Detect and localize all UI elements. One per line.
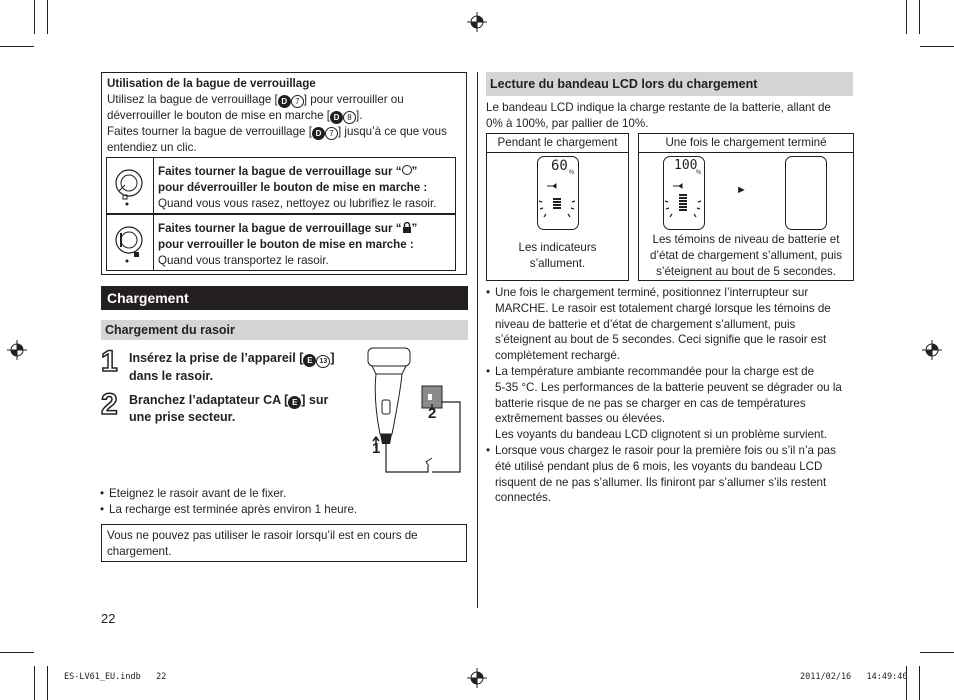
crop-mark xyxy=(920,652,954,653)
bullet-line: s’éteignent au bout de 5 secondes. Ceci signifie que le rasoir est xyxy=(495,333,827,347)
unlock-subbox xyxy=(106,157,456,214)
bullet-line: niveau de batterie et d’état de chargement s’allument, puis xyxy=(495,317,796,331)
panel-heading-rule xyxy=(487,152,628,153)
bullet-line: MARCHE. Le rasoir est totalement chargé lorsque les témoins de xyxy=(495,301,831,315)
bullet-line: Les voyants du bandeau LCD clignotent si un problème survient. xyxy=(495,428,827,442)
bullet-line: batterie risque de ne pas se charger en cas de températures xyxy=(495,396,806,410)
step-1-text xyxy=(129,350,359,385)
registration-mark-icon xyxy=(467,12,487,32)
lock-ring-line: déverrouiller le bouton de mise en marche [ D 8 ]. xyxy=(107,108,363,122)
bullet-item xyxy=(486,443,856,506)
bullet-item: • Eteignez le rasoir avant de le fixer. xyxy=(100,486,466,502)
section-title-lcd: Lecture du bandeau LCD lors du chargement xyxy=(486,72,853,96)
panel-heading: Pendant le chargement xyxy=(497,136,618,149)
ref-circle-7: 7 xyxy=(291,95,304,108)
bullet-line: • La température ambiante recommandée pour la charge est de xyxy=(495,364,815,378)
panel-heading-rule xyxy=(639,152,853,153)
lock-ring-text xyxy=(107,76,463,156)
lcd-intro-line: Le bandeau LCD indique la charge restante de la batterie, allant de xyxy=(486,101,831,114)
lock-subbox xyxy=(106,214,456,271)
step-number-2: 2 xyxy=(101,388,118,421)
lcd-indicators-icon xyxy=(537,156,577,228)
bullet-line: • Une fois le chargement terminé, positionnez l’interrupteur sur xyxy=(495,286,809,299)
bullet-item: • La recharge est terminée après environ 1 heure. xyxy=(100,502,466,518)
ref-badge-d: D xyxy=(312,127,325,140)
lock-ring-line: Utilisez la bague de verrouillage [ D 7 ] pour verrouiller ou xyxy=(107,92,404,106)
panel-caption xyxy=(639,232,853,279)
panel-charge-complete xyxy=(638,133,854,281)
lock-desc: Quand vous transportez le rasoir. xyxy=(158,253,329,267)
bullet-item xyxy=(486,364,856,443)
unlock-image-cell xyxy=(107,158,154,213)
bullet-line: 5-35 °C. Les performances de la batterie peuvent se dégrader ou la xyxy=(495,380,842,394)
lock-image-cell xyxy=(107,215,154,270)
lcd-intro-line: 0% à 100%, par pallier de 10%. xyxy=(486,116,649,130)
panel-caption-line: s’éteignent au bout de 5 secondes. xyxy=(656,264,836,278)
registration-mark-icon xyxy=(922,340,942,360)
crop-mark xyxy=(906,0,907,34)
note-box xyxy=(101,524,467,562)
lcd-value: 60 xyxy=(551,158,568,174)
bullet-line: été utilisé pendant plus de 6 mois, les voyants du bandeau LCD xyxy=(495,459,823,473)
lcd-display-off xyxy=(785,156,827,230)
lock-ring-line: Faites tourner la bague de verrouillage [ D 7 ] jusqu’à ce que vous xyxy=(107,124,447,138)
step-2-text xyxy=(129,392,359,426)
panel-during-charge xyxy=(486,133,629,281)
crop-mark xyxy=(919,0,920,34)
lock-ring-line: entendiez un clic. xyxy=(107,140,197,154)
ref-badge-d: D xyxy=(330,111,343,124)
left-bullets xyxy=(100,486,466,518)
unlocked-ring-icon xyxy=(107,158,153,213)
ref-badge-e: E xyxy=(288,396,301,409)
ref-badge-e: E xyxy=(303,354,316,367)
bullet-line: complètement rechargé. xyxy=(495,349,621,363)
panel-heading: Une fois le chargement terminé xyxy=(665,136,827,149)
registration-mark-icon xyxy=(7,340,27,360)
panel-caption-line: s’allument. xyxy=(529,256,586,270)
bullet-line: risquent de ne pas s’allumer. Ils finiront par s’allumer s’ils restent xyxy=(495,475,827,489)
unlock-symbol-icon xyxy=(402,165,412,175)
lock-text xyxy=(158,221,456,268)
step-1-line: Insérez la prise de l’appareil [ E 13 ] xyxy=(129,350,359,368)
bullet-line: connectés. xyxy=(495,491,552,505)
locked-ring-icon xyxy=(107,215,153,270)
registration-mark-icon xyxy=(467,668,487,688)
lcd-percent: % xyxy=(696,170,702,176)
note-line: Vous ne pouvez pas utiliser le rasoir lorsqu’il est en cours de xyxy=(107,529,418,542)
unlock-title-2: pour déverrouiller le bouton de mise en marche : xyxy=(158,180,428,194)
step-number-1: 1 xyxy=(101,345,118,378)
footer-date: 2011/02/16 14:49:40 xyxy=(800,672,908,682)
crop-mark xyxy=(920,46,954,47)
ref-circle-7: 7 xyxy=(325,127,338,140)
step-2-line: une prise secteur. xyxy=(129,410,236,424)
crop-mark xyxy=(47,666,48,700)
diagram-label-1: 1 xyxy=(372,440,381,457)
unlock-text xyxy=(158,164,456,211)
lock-ring-box xyxy=(101,72,467,275)
bullet-line: extrêmement basses ou élevées. xyxy=(495,412,666,426)
lcd-intro xyxy=(486,100,854,132)
ref-badge-d: D xyxy=(278,95,291,108)
lock-title: Faites tourner la bague de verrouillage sur “ ” xyxy=(158,222,418,235)
lcd-percent: % xyxy=(569,170,575,176)
shaver-charging-illustration xyxy=(362,344,466,480)
panel-caption-line: Les témoins de niveau de batterie et xyxy=(652,233,840,246)
step-1-line: dans le rasoir. xyxy=(129,369,214,383)
step-2-line: Branchez l’adaptateur CA [ E ] sur xyxy=(129,393,329,407)
crop-mark xyxy=(34,666,35,700)
unlock-title: Faites tourner la bague de verrouillage sur “ ” xyxy=(158,165,418,178)
unlock-desc: Quand vous vous rasez, nettoyez ou lubrifiez le rasoir. xyxy=(158,196,437,210)
page-number: 22 xyxy=(101,611,116,626)
crop-mark xyxy=(0,46,34,47)
ref-circle-8: 8 xyxy=(343,111,356,124)
subsection-title-chargement-rasoir: Chargement du rasoir xyxy=(101,320,468,340)
crop-mark xyxy=(919,666,920,700)
panel-caption-line: d’état de chargement s’allument, puis xyxy=(649,248,843,262)
note-line: chargement. xyxy=(107,544,172,558)
panel-caption-line: Les indicateurs xyxy=(518,241,597,254)
arrow-right-icon: ► xyxy=(736,184,747,196)
lcd-indicators-full-icon xyxy=(663,156,703,228)
footer-file: ES-LV61_EU.indb 22 xyxy=(64,672,167,682)
section-title-chargement: Chargement xyxy=(101,286,468,310)
lcd-value: 100 xyxy=(674,158,698,173)
padlock-icon xyxy=(402,222,412,233)
ref-circle-13: 13 xyxy=(316,355,330,368)
column-divider xyxy=(477,72,478,608)
panel-caption xyxy=(487,240,628,272)
lock-ring-title: Utilisation de la bague de verrouillage xyxy=(107,77,316,90)
bullet-item xyxy=(486,285,856,364)
right-bullets xyxy=(486,285,856,506)
bullet-line: • Lorsque vous chargez le rasoir pour la première fois ou s’il n’a pas xyxy=(495,443,836,457)
crop-mark xyxy=(47,0,48,34)
diagram-label-2: 2 xyxy=(428,405,437,422)
crop-mark xyxy=(34,0,35,34)
crop-mark xyxy=(0,652,34,653)
lock-title-2: pour verrouiller le bouton de mise en marche : xyxy=(158,237,414,251)
